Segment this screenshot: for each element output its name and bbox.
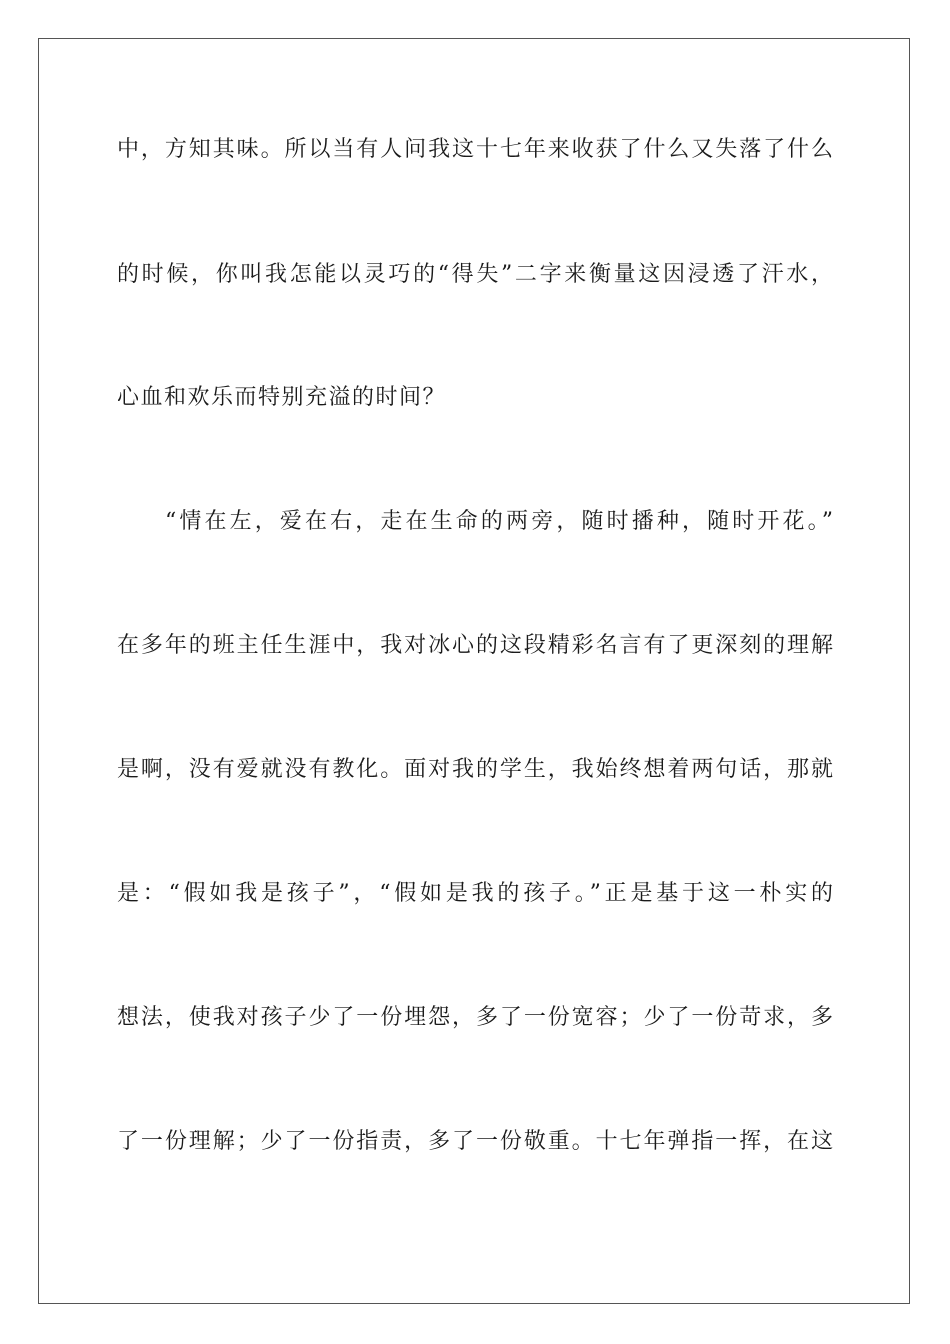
body-text-line-4: “情在左，爱在右，走在生命的两旁，随时播种，随时开花。” — [165, 509, 833, 534]
body-text-line-7: 是：“假如我是孩子”，“假如是我的孩子。”正是基于这一朴实的 — [117, 881, 833, 906]
body-text-line-1: 中，方知其味。所以当有人问我这十七年来收获了什么又失落了什么 — [117, 137, 833, 162]
body-text-line-5: 在多年的班主任生涯中，我对冰心的这段精彩名言有了更深刻的理解 — [117, 633, 833, 658]
body-text-line-9: 了一份理解；少了一份指责，多了一份敬重。十七年弹指一挥，在这 — [117, 1129, 833, 1154]
body-text-line-6: 是啊，没有爱就没有教化。面对我的学生，我始终想着两句话，那就 — [117, 757, 833, 782]
body-text-line-8: 想法，使我对孩子少了一份埋怨，多了一份宽容；少了一份苛求，多 — [117, 1005, 833, 1030]
page-frame — [38, 38, 910, 1304]
body-text-line-2: 的时候，你叫我怎能以灵巧的“得失”二字来衡量这因浸透了汗水， — [117, 262, 833, 287]
body-text-line-3: 心血和欢乐而特别充溢的时间？ — [117, 385, 447, 410]
